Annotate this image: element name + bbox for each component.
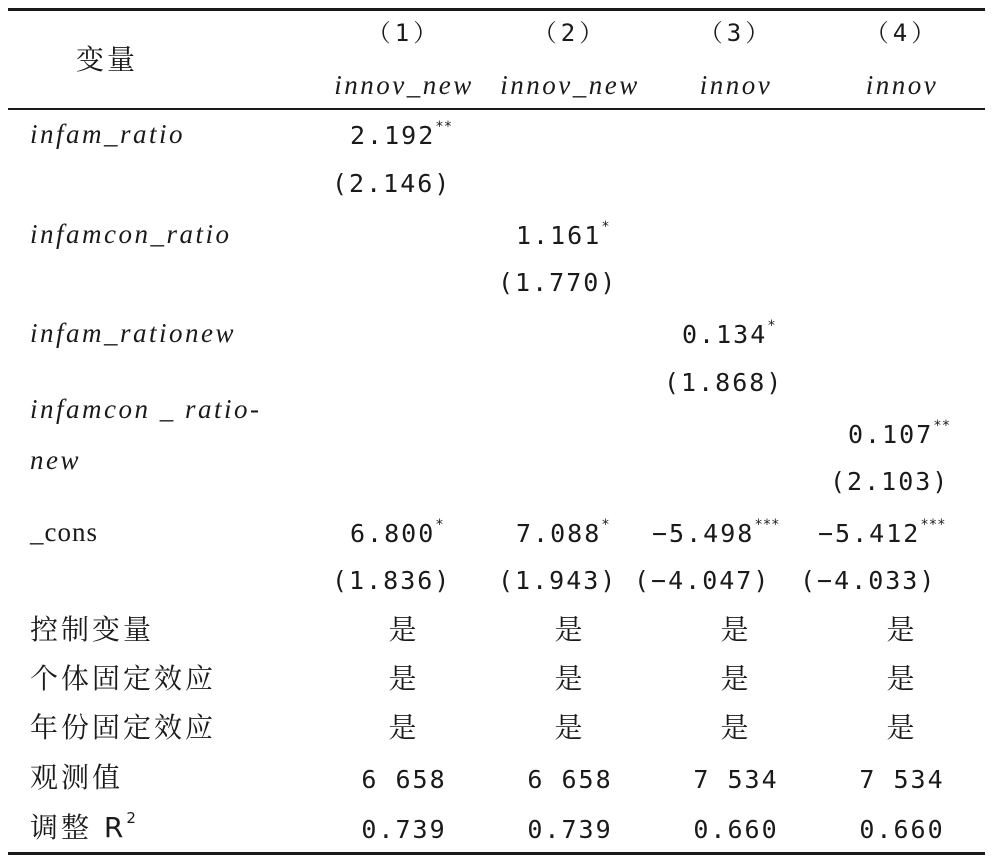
column-2-dep-var: innov_new [500, 70, 640, 100]
row-label-infam-rationew: infam_rationew [30, 318, 237, 348]
footer-controls-4: 是 [886, 613, 918, 646]
tstat-cons-2: (1.943) [498, 566, 618, 595]
coef-infam-ratio: 2.192** [350, 119, 453, 150]
row-label-infam-ratio: infam_ratio [30, 119, 186, 149]
significance-stars: ** [933, 418, 951, 434]
footer-label-year-fe: 年份固定效应 [30, 711, 217, 744]
row-label-infamcon-rationew-line2: new [30, 445, 81, 475]
footer-observations-2: 6 658 [527, 765, 613, 794]
footer-label-individual-fe: 个体固定效应 [30, 662, 217, 695]
bottom-rule [8, 852, 985, 855]
row-label-infamcon-rationew-line1: infamcon _ ratio- [30, 394, 262, 424]
footer-year-fe-3: 是 [720, 711, 752, 744]
row-label-infamcon-ratio: infamcon_ratio [30, 219, 232, 249]
coef-infam-rationew: 0.134* [682, 318, 776, 349]
footer-individual-fe-4: 是 [886, 662, 918, 695]
significance-stars: * [767, 318, 776, 334]
footer-year-fe-2: 是 [554, 711, 586, 744]
column-4-dep-var: innov [865, 70, 939, 100]
footer-controls-3: 是 [720, 613, 752, 646]
footer-label-observations: 观测值 [30, 761, 124, 794]
coef-cons-2: 7.088* [516, 517, 610, 548]
variable-header: 变量 [76, 43, 139, 76]
footer-year-fe-1: 是 [388, 711, 420, 744]
footer-observations-3: 7 534 [693, 765, 779, 794]
footer-individual-fe-2: 是 [554, 662, 586, 695]
footer-adj-r2-4: 0.660 [859, 815, 945, 844]
coef-cons-3: −5.498*** [652, 517, 780, 548]
tstat-cons-1: (1.836) [332, 566, 452, 595]
column-4-number: （4） [864, 19, 940, 47]
significance-stars: * [435, 517, 444, 533]
coef-infamcon-rationew: 0.107** [848, 418, 951, 449]
row-label-cons: _cons [30, 517, 98, 547]
tstat-cons-4: (−4.033) [800, 566, 937, 595]
footer-observations-1: 6 658 [361, 765, 447, 794]
footer-label-adj-r2: 调整 $R^2$ [30, 809, 139, 844]
tstat-infam-ratio: (2.146) [332, 169, 452, 198]
top-rule [8, 8, 985, 11]
footer-year-fe-4: 是 [886, 711, 918, 744]
column-3-number: （3） [698, 19, 774, 47]
header-rule [8, 108, 985, 110]
significance-stars: *** [754, 517, 780, 533]
column-2-number: （2） [532, 19, 608, 47]
footer-controls-1: 是 [388, 613, 420, 646]
footer-adj-r2-2: 0.739 [527, 815, 613, 844]
column-1-number: （1） [366, 19, 442, 47]
significance-stars: * [601, 517, 610, 533]
footer-individual-fe-3: 是 [720, 662, 752, 695]
footer-adj-r2-3: 0.660 [693, 815, 779, 844]
column-1-dep-var: innov_new [334, 70, 474, 100]
tstat-infamcon-rationew: (2.103) [830, 467, 950, 496]
column-3-dep-var: innov [699, 70, 773, 100]
tstat-infamcon-ratio: (1.770) [498, 268, 618, 297]
tstat-infam-rationew: (1.868) [664, 368, 784, 397]
tstat-cons-3: (−4.047) [634, 566, 771, 595]
footer-controls-2: 是 [554, 613, 586, 646]
footer-label-controls: 控制变量 [30, 613, 155, 646]
coef-cons-4: −5.412*** [818, 517, 946, 548]
coef-infamcon-ratio: 1.161* [516, 219, 610, 250]
footer-adj-r2-1: 0.739 [361, 815, 447, 844]
r-squared-superscript: 2 [126, 809, 139, 827]
significance-stars: *** [920, 517, 946, 533]
significance-stars: * [601, 219, 610, 235]
footer-individual-fe-1: 是 [388, 662, 420, 695]
coef-cons-1: 6.800* [350, 517, 444, 548]
significance-stars: ** [435, 119, 453, 135]
footer-observations-4: 7 534 [859, 765, 945, 794]
